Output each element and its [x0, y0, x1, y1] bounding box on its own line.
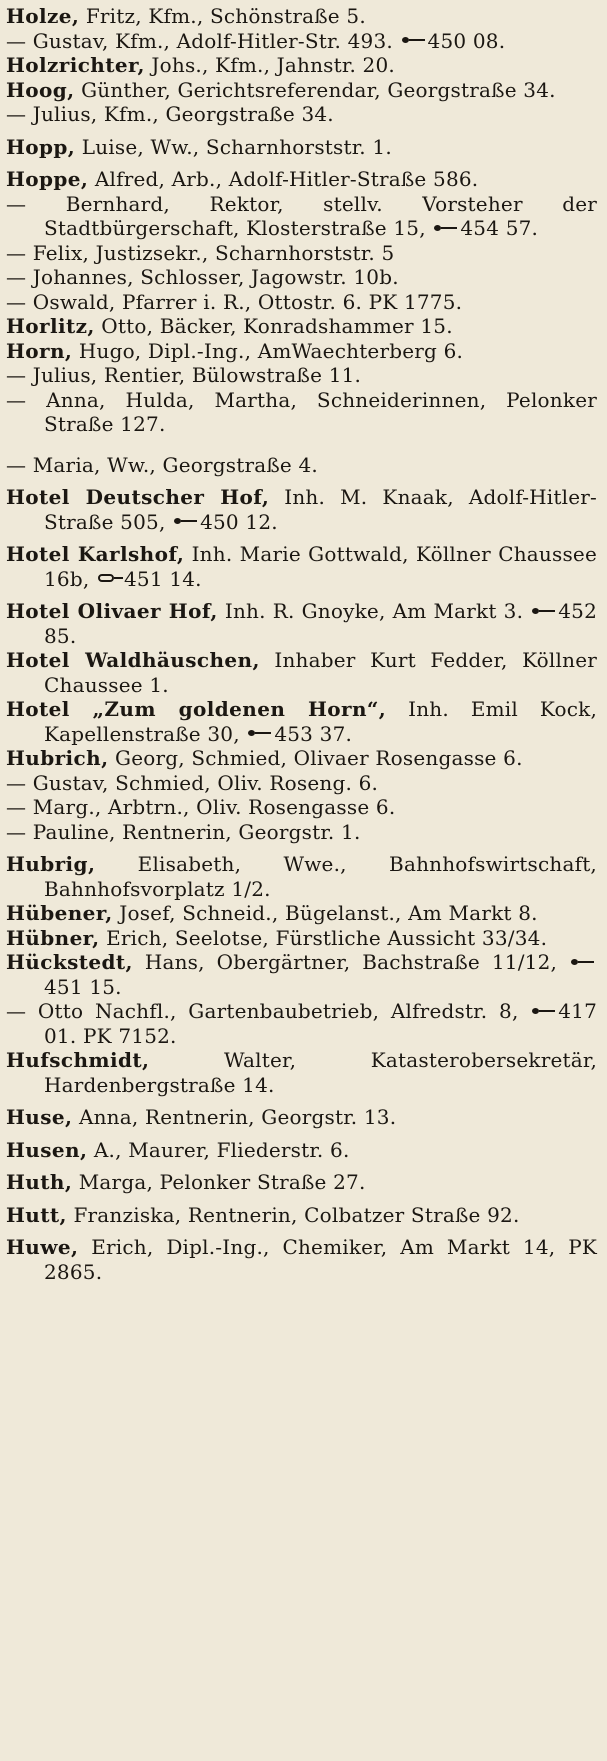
entry-name: Hubrich, — [6, 746, 109, 770]
telephone-icon — [434, 223, 456, 233]
entry-details: Inh. M. Knaak, Adolf-Hitler-Straße 505, — [44, 485, 597, 534]
entry-details: Alfred, Arb., Adolf-Hitler-Straße 586. — [94, 167, 479, 191]
directory-entry — [6, 135, 597, 160]
entry-name: Hoog, — [6, 77, 75, 102]
directory-entry — [6, 746, 597, 771]
telephone-icon — [402, 35, 424, 45]
entry-details: A., Maurer, Fliederstr. 6. — [93, 1137, 350, 1162]
entry-details: Johs., Kfm., Jahnstr. 20. — [151, 53, 395, 77]
directory-entry — [6, 485, 597, 534]
entry-name: Horlitz, — [6, 314, 95, 338]
phone-number: 450 08. — [427, 28, 506, 53]
directory-entry — [6, 999, 597, 1048]
directory-entry — [6, 820, 597, 845]
phone-number: 452 85. — [44, 599, 597, 648]
entry-details: — Johannes, Schlosser, Jagowstr. 10b. — [6, 265, 399, 289]
entry-details: — Otto Nachfl., Gartenbaubetrieb, Alfredstr. 8, — [6, 999, 519, 1023]
directory-entry — [6, 363, 597, 388]
entry-details: — Gustav, Kfm., Adolf-Hitler-Str. 493. — [6, 28, 393, 53]
directory-entry — [6, 388, 597, 437]
entry-details: Josef, Schneid., Bügelanst., Am Markt 8. — [119, 901, 538, 925]
phone-number: 454 57. — [460, 216, 539, 240]
directory-entry — [6, 1170, 597, 1195]
directory-entry — [6, 339, 597, 364]
entry-name: Hotel Karlshof, — [6, 542, 185, 566]
entry-name: Hopp, — [6, 134, 76, 159]
phone-number: 453 37. — [274, 721, 353, 746]
directory-entry — [6, 901, 597, 926]
entry-details: Erich, Dipl.-Ing., Chemiker, Am Markt 14, PK 2865. — [44, 1235, 597, 1284]
entry-name: Hübener, — [6, 901, 113, 925]
entry-details: — Gustav, Schmied, Oliv. Roseng. 6. — [6, 770, 379, 795]
directory-entry — [6, 192, 597, 241]
entry-details: — Oswald, Pfarrer i. R., Ottostr. 6. PK 1775. — [6, 289, 463, 314]
entry-details: Marga, Pelonker Straße 27. — [78, 1170, 366, 1194]
directory-entry — [6, 4, 597, 29]
phone-number: 451 15. — [44, 974, 122, 999]
entry-name: Holzrichter, — [6, 53, 145, 77]
entry-name: Hübner, — [6, 925, 100, 950]
directory-entries — [6, 4, 597, 1284]
entry-details: Luise, Ww., Scharnhorststr. 1. — [81, 134, 392, 159]
entry-details: Günther, Gerichtsreferendar, Georgstraße 34. — [81, 77, 556, 102]
entry-name: Horn, — [6, 338, 73, 363]
entry-details: — Maria, Ww., Georgstraße 4. — [6, 452, 318, 477]
entry-details: Otto, Bäcker, Konradshammer 15. — [101, 314, 453, 338]
telephone-icon — [248, 728, 270, 738]
phone-number: 451 14. — [123, 566, 202, 591]
entry-details: — Anna, Hulda, Martha, Schneiderinnen, Pelonker Straße 127. — [6, 387, 597, 436]
directory-entry — [6, 771, 597, 796]
directory-entry — [6, 314, 597, 339]
telephone-icon — [98, 573, 120, 583]
directory-entry — [6, 78, 597, 103]
directory-entry — [6, 852, 597, 901]
entry-name: Hotel Deutscher Hof, — [6, 485, 270, 509]
entry-details: — Julius, Rentier, Bülowstraße 11. — [6, 363, 362, 387]
entry-name: Hotel „Zum goldenen Horn“, — [6, 697, 387, 721]
entry-details: Anna, Rentnerin, Georgstr. 13. — [78, 1105, 397, 1129]
directory-entry — [6, 290, 597, 315]
entry-name: Hoppe, — [6, 167, 89, 191]
directory-entry — [6, 1203, 597, 1228]
entry-details: Inh. Emil Kock, Kapellenstraße 30, — [44, 697, 598, 746]
entry-name: Hückstedt, — [6, 950, 133, 974]
entry-details: Georg, Schmied, Olivaer Rosengasse 6. — [115, 746, 523, 770]
directory-entry — [6, 241, 597, 266]
directory-entry — [6, 1048, 597, 1097]
entry-details: Fritz, Kfm., Schönstraße 5. — [85, 4, 366, 28]
entry-details: Inh. Marie Gottwald, Köllner Chaussee 16b, — [44, 542, 597, 591]
entry-details: — Pauline, Rentnerin, Georgstr. 1. — [6, 819, 361, 844]
directory-entry — [6, 926, 597, 951]
directory-entry — [6, 599, 597, 648]
telephone-icon — [532, 1006, 554, 1016]
directory-entry — [6, 453, 597, 478]
entry-name: Hotel Waldhäuschen, — [6, 648, 260, 672]
entry-details: Elisabeth, Wwe., Bahnhofswirtschaft, Bahnhofsvorplatz 1/2. — [44, 852, 597, 901]
entry-details: — Julius, Kfm., Georgstraße 34. — [6, 102, 334, 126]
entry-name: Hotel Olivaer Hof, — [6, 599, 218, 623]
entry-details: Walter, Katasterobersekretär, Hardenbergstraße 14. — [44, 1048, 598, 1097]
directory-entry — [6, 53, 597, 78]
entry-details: — Bernhard, Rektor, stellv. Vorsteher der Stadtbürgerschaft, Klosterstraße 15, — [6, 191, 597, 240]
entry-details: — Marg., Arbtrn., Oliv. Rosengasse 6. — [6, 795, 396, 819]
entry-details: — Felix, Justizsekr., Scharnhorststr. 5 — [6, 240, 395, 265]
directory-entry — [6, 542, 597, 591]
directory-entry — [6, 697, 597, 746]
directory-entry — [6, 29, 597, 54]
entry-name: Husen, — [6, 1137, 88, 1162]
directory-entry — [6, 1105, 597, 1130]
directory-entry — [6, 950, 597, 999]
telephone-icon — [571, 957, 593, 967]
entry-details: Inhaber Kurt Fedder, Köllner Chaussee 1. — [44, 648, 597, 697]
phone-number: 417 01. — [44, 999, 597, 1048]
entry-details: Hugo, Dipl.-Ing., AmWaechterberg 6. — [78, 338, 464, 363]
entry-details: Inh. R. Gnoyke, Am Markt 3. — [224, 599, 524, 623]
directory-entry — [6, 1138, 597, 1163]
entry-details: Franziska, Rentnerin, Colbatzer Straße 92. — [73, 1202, 520, 1227]
entry-details: Erich, Seelotse, Fürstliche Aussicht 33/34. — [106, 925, 548, 950]
postcheck-number: PK 7152. — [82, 1023, 177, 1048]
entry-name: Hufschmidt, — [6, 1048, 150, 1072]
telephone-icon — [174, 516, 196, 526]
entry-details: Hans, Obergärtner, Bachstraße 11/12, — [144, 950, 558, 974]
directory-entry — [6, 102, 597, 127]
entry-name: Huse, — [6, 1105, 73, 1129]
directory-entry — [6, 795, 597, 820]
entry-name: Huth, — [6, 1170, 73, 1194]
directory-entry — [6, 1235, 597, 1284]
entry-name: Hubrig, — [6, 852, 96, 876]
directory-entry — [6, 167, 597, 192]
entry-name: Holze, — [6, 4, 80, 28]
directory-entry — [6, 265, 597, 290]
entry-name: Huwe, — [6, 1235, 79, 1259]
phone-number: 450 12. — [200, 509, 278, 534]
telephone-icon — [532, 606, 554, 616]
entry-name: Hutt, — [6, 1202, 67, 1227]
directory-entry — [6, 648, 597, 697]
